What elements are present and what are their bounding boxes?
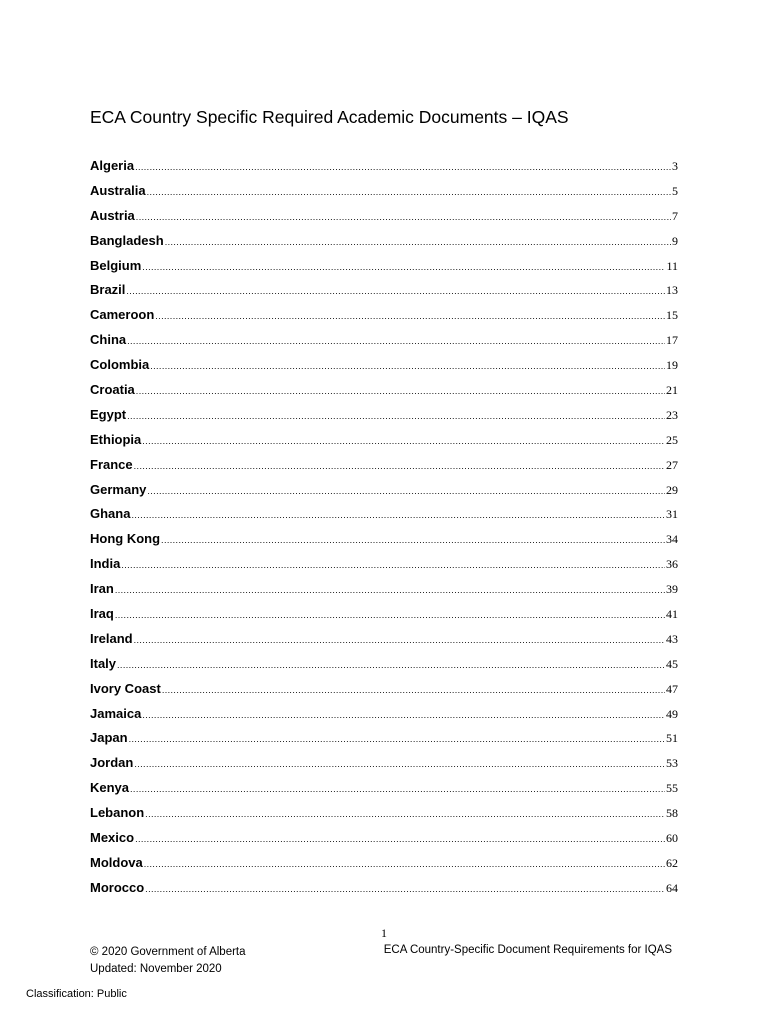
toc-entry-page: 7 [672, 208, 678, 223]
toc-entry-page: 9 [672, 233, 678, 248]
toc-entry-name: Croatia [90, 382, 135, 398]
toc-entry-name: China [90, 332, 127, 348]
toc-entry-page: 17 [666, 333, 678, 348]
dot-leader [145, 809, 665, 819]
dot-leader [126, 286, 665, 296]
dot-leader [121, 560, 665, 570]
page-title: ECA Country Specific Required Academic Documents – IQAS [90, 107, 569, 127]
toc-entry[interactable] [90, 332, 678, 357]
toc-entry-page: 34 [666, 532, 678, 547]
toc-entry-name: Algeria [90, 158, 135, 173]
toc-entry[interactable] [90, 482, 678, 507]
toc-entry[interactable] [90, 457, 678, 482]
dot-leader [147, 486, 665, 496]
toc-entry-name: Australia [90, 182, 146, 198]
dot-leader [155, 311, 665, 321]
toc-entry-page: 41 [666, 607, 678, 622]
copyright-notice: © 2020 Government of Alberta [90, 946, 246, 958]
toc-entry-page: 5 [672, 183, 678, 198]
toc-entry-name: Cameroon [90, 307, 155, 323]
toc-entry-page: 53 [666, 756, 678, 771]
toc-entry-page: 36 [666, 557, 678, 572]
toc-entry-page: 21 [666, 383, 678, 398]
dot-leader [142, 710, 665, 720]
dot-leader [134, 635, 665, 645]
page-number: 1 [381, 926, 387, 940]
dot-leader [150, 361, 665, 371]
toc-entry[interactable] [90, 407, 678, 432]
toc-entry-page: 11 [666, 258, 678, 273]
dot-leader [127, 336, 665, 346]
toc-entry-page: 25 [666, 432, 678, 447]
dot-leader [145, 884, 665, 894]
dot-leader [131, 510, 665, 520]
toc-entry[interactable] [90, 681, 678, 706]
document-name: ECA Country-Specific Document Requirements for IQAS [383, 944, 672, 956]
dot-leader [134, 461, 665, 471]
toc-entry[interactable] [90, 432, 678, 457]
toc-entry-page: 27 [666, 457, 678, 472]
classification-label: Classification: Public [26, 988, 127, 1000]
toc-entry-page: 43 [666, 631, 678, 646]
toc-entry[interactable] [90, 208, 678, 233]
toc-entry-name: Brazil [90, 282, 126, 298]
toc-entry-name: Ivory Coast [90, 680, 161, 696]
toc-entry[interactable] [90, 755, 678, 780]
toc-entry[interactable] [90, 805, 678, 830]
toc-entry[interactable] [90, 258, 678, 283]
dot-leader [142, 262, 665, 272]
dot-leader [130, 784, 665, 794]
toc-entry-name: Jordan [90, 755, 134, 771]
toc-entry-page: 23 [666, 407, 678, 422]
dot-leader [129, 734, 665, 744]
toc-entry[interactable] [90, 158, 678, 183]
toc-entry-page: 49 [666, 706, 678, 721]
toc-entry-name: Jamaica [90, 705, 142, 721]
toc-entry-page: 47 [666, 681, 678, 696]
toc-entry-page: 62 [666, 855, 678, 870]
toc-entry[interactable] [90, 656, 678, 681]
toc-entry[interactable] [90, 730, 678, 755]
toc-entry-name: Iran [90, 581, 114, 597]
toc-entry[interactable] [90, 631, 678, 656]
table-of-contents [90, 158, 678, 905]
toc-entry-name: Mexico [90, 830, 135, 846]
toc-entry[interactable] [90, 880, 678, 905]
toc-entry[interactable] [90, 606, 678, 631]
toc-entry-name: Italy [90, 655, 117, 671]
toc-entry-name: Belgium [90, 257, 142, 273]
toc-entry-name: France [90, 456, 133, 472]
updated-date: Updated: November 2020 [90, 962, 222, 975]
toc-entry-name: Hong Kong [90, 531, 161, 547]
toc-entry-name: Iraq [90, 606, 114, 622]
toc-entry-page: 51 [666, 731, 678, 746]
toc-entry-name: Bangladesh [90, 232, 164, 248]
toc-entry-name: Moldova [90, 854, 143, 870]
toc-entry-page: 15 [666, 308, 678, 323]
dot-leader [136, 386, 665, 396]
toc-entry-page: 64 [666, 880, 678, 895]
toc-entry-page: 39 [666, 582, 678, 597]
toc-entry-page: 29 [666, 482, 678, 497]
toc-entry[interactable] [90, 531, 678, 556]
dot-leader [165, 237, 671, 247]
toc-entry[interactable] [90, 855, 678, 880]
toc-entry-name: Kenya [90, 780, 130, 796]
footer-left [90, 944, 246, 977]
toc-entry[interactable] [90, 233, 678, 258]
toc-entry-name: Lebanon [90, 805, 145, 821]
dot-leader [135, 162, 671, 172]
toc-entry[interactable] [90, 183, 678, 208]
toc-entry[interactable] [90, 357, 678, 382]
toc-entry-name: Egypt [90, 406, 127, 422]
toc-entry[interactable] [90, 307, 678, 332]
toc-entry-page: 31 [666, 507, 678, 522]
toc-entry-page: 3 [672, 159, 678, 173]
toc-entry-name: Colombia [90, 357, 150, 373]
dot-leader [144, 859, 665, 869]
toc-entry-page: 13 [666, 283, 678, 298]
dot-leader [136, 212, 671, 222]
toc-entry-name: Ethiopia [90, 431, 142, 447]
toc-entry[interactable] [90, 282, 678, 307]
dot-leader [134, 759, 665, 769]
dot-leader [161, 535, 665, 545]
toc-entry-page: 58 [666, 806, 678, 821]
toc-entry-page: 45 [666, 656, 678, 671]
dot-leader [115, 585, 665, 595]
toc-entry-page: 19 [666, 358, 678, 373]
toc-entry[interactable] [90, 830, 678, 855]
dot-leader [147, 187, 671, 197]
toc-entry-page: 55 [666, 781, 678, 796]
toc-entry[interactable] [90, 382, 678, 407]
dot-leader [162, 685, 665, 695]
dot-leader [127, 411, 665, 421]
toc-entry-name: Ireland [90, 630, 133, 646]
toc-entry-name: Ghana [90, 506, 131, 522]
dot-leader [117, 660, 665, 670]
toc-entry-page: 60 [666, 831, 678, 846]
toc-entry-name: Germany [90, 481, 147, 497]
dot-leader [135, 834, 665, 844]
toc-entry[interactable] [90, 706, 678, 731]
toc-entry[interactable] [90, 780, 678, 805]
toc-entry[interactable] [90, 581, 678, 606]
toc-entry-name: Austria [90, 207, 135, 223]
dot-leader [142, 436, 665, 446]
toc-entry-name: Japan [90, 730, 128, 746]
toc-entry[interactable] [90, 506, 678, 531]
toc-entry-name: India [90, 556, 121, 572]
toc-entry-name: Morocco [90, 879, 145, 895]
toc-entry[interactable] [90, 556, 678, 581]
dot-leader [115, 610, 665, 620]
